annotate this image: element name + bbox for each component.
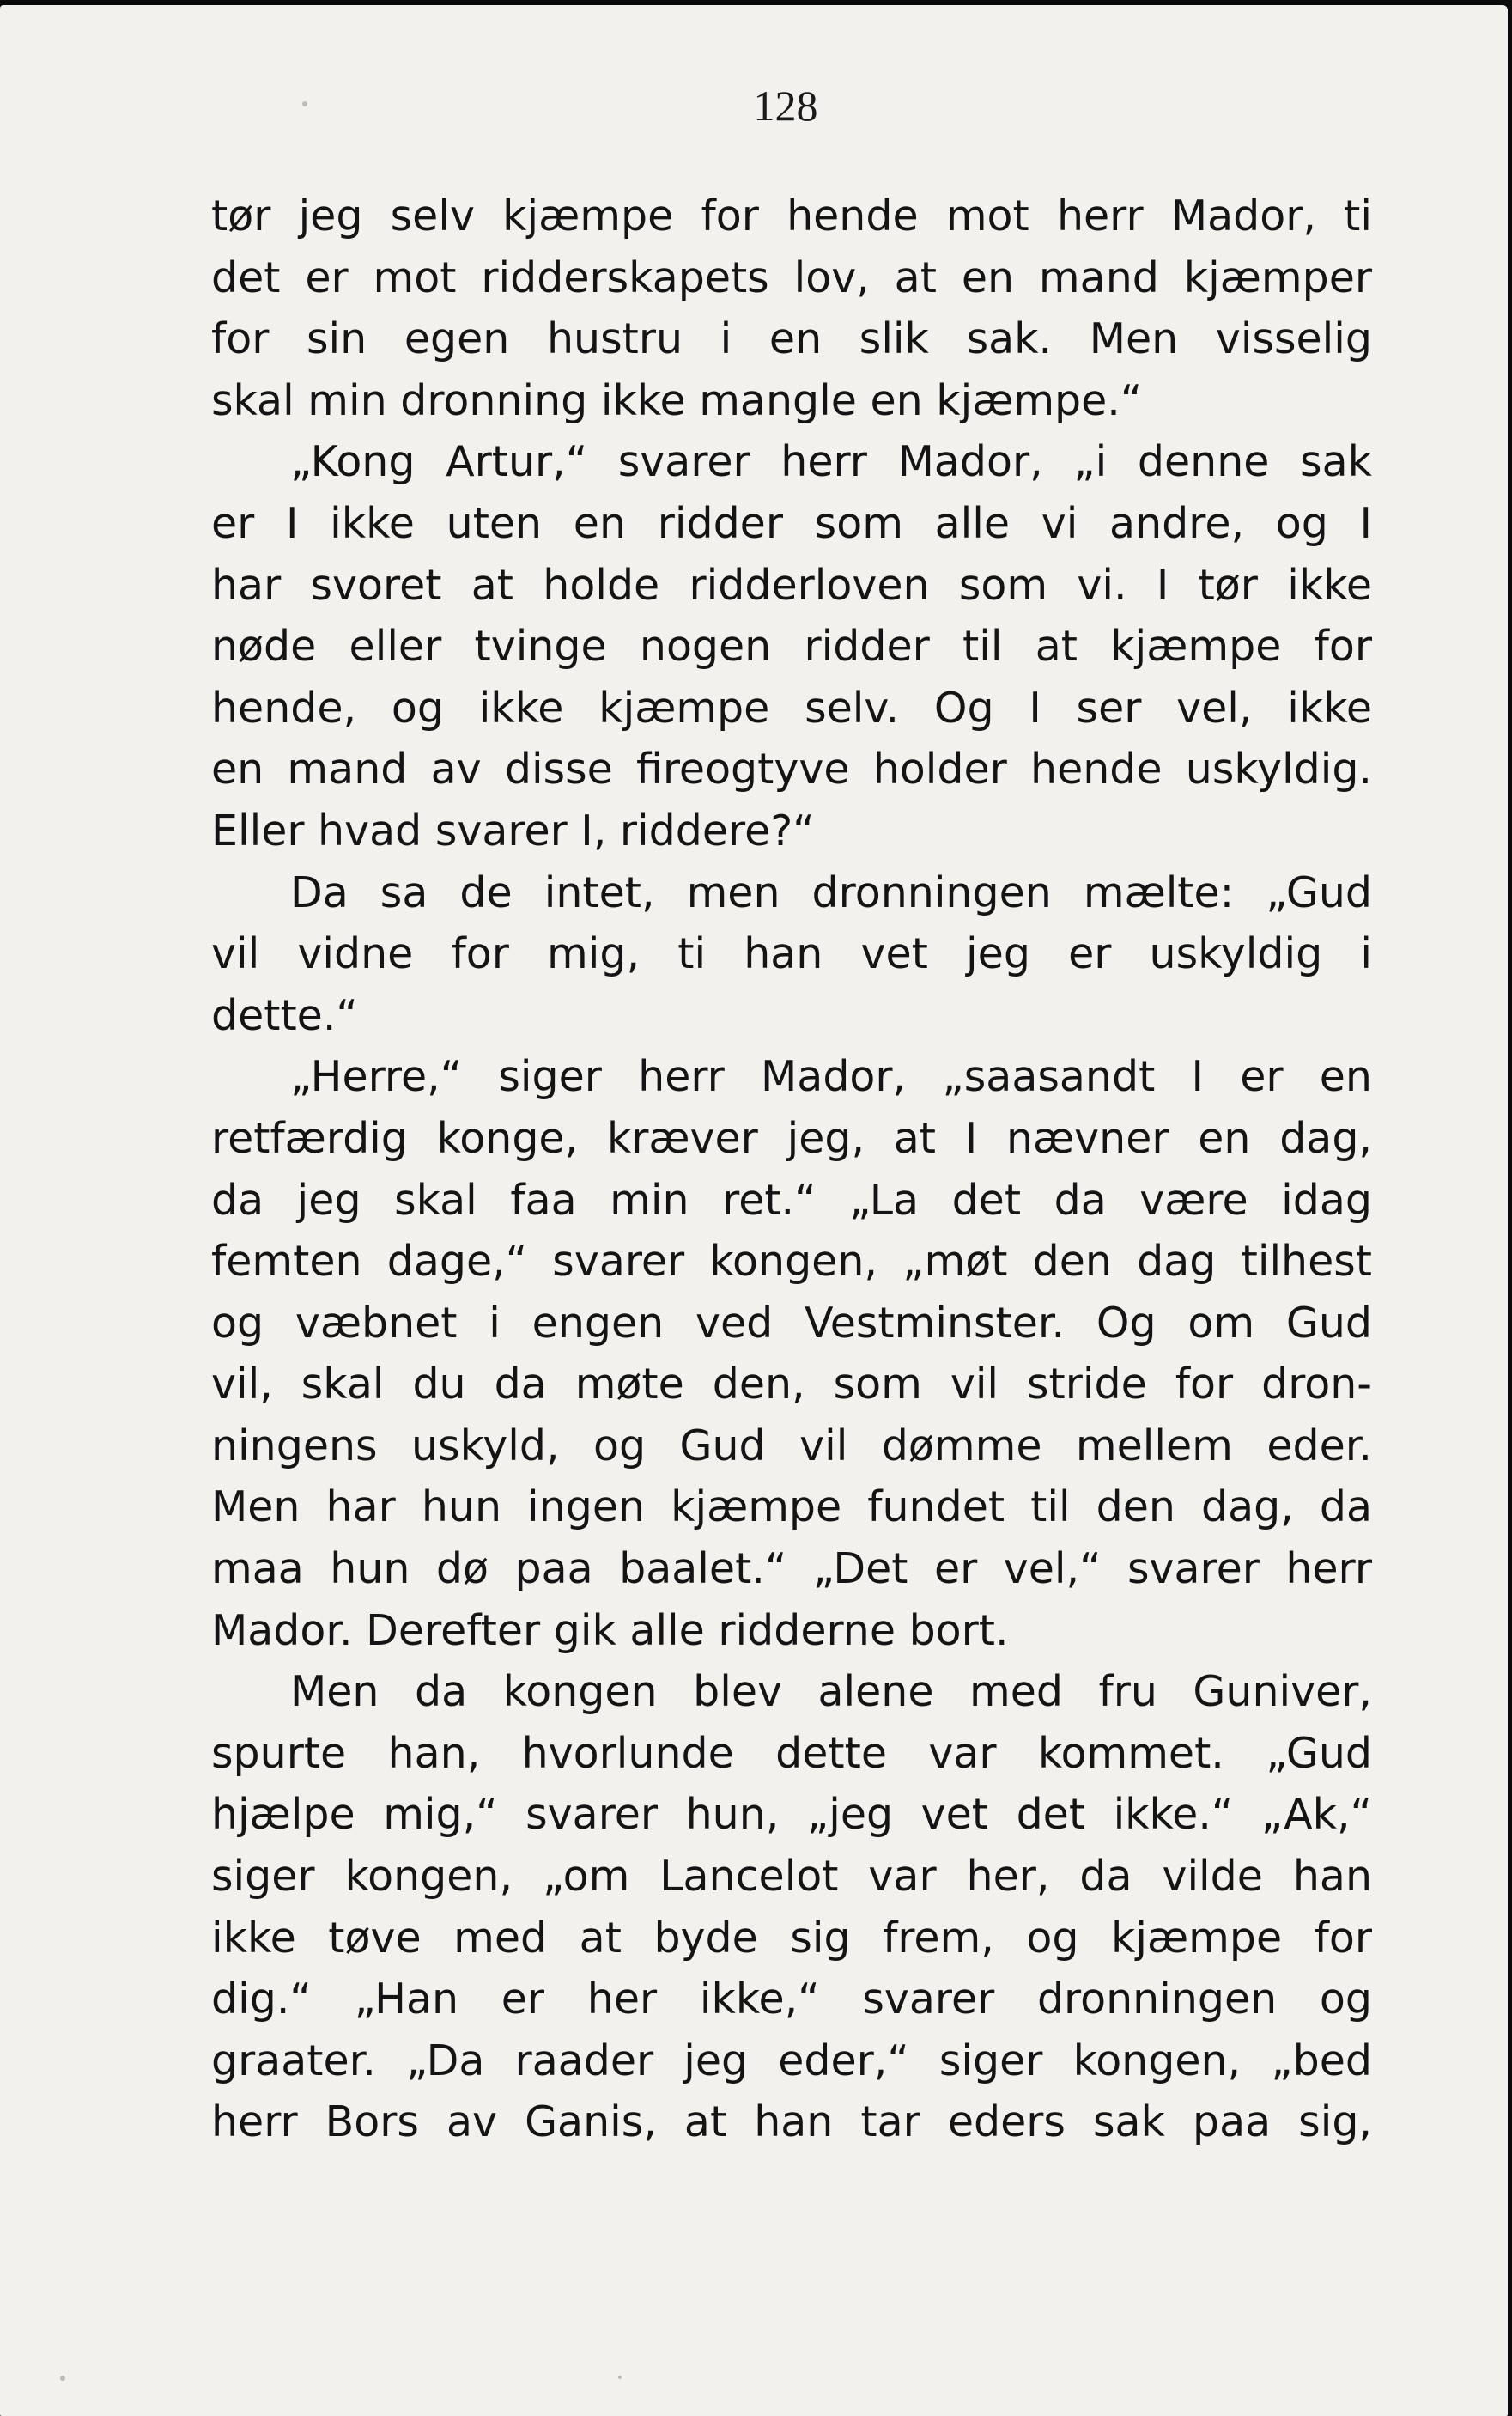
text-line: femten dage,“ svarer kongen, „møt den dag tilhest bbox=[211, 1237, 1372, 1287]
text-line: tør jeg selv kjæmpe for hende mot herr Mador, ti bbox=[211, 192, 1372, 240]
book-page bbox=[0, 5, 1508, 2416]
text-line: maa hun dø paa baalet.“ „Det er vel,“ svarer herr bbox=[211, 1544, 1372, 1594]
text-line: er I ikke uten en ridder som alle vi andre, og I bbox=[211, 498, 1372, 548]
text-line: herr Bors av Ganis, at han tar eders sak paa sig, bbox=[211, 2097, 1372, 2147]
text-line: da jeg skal faa min ret.“ „La det da være idag bbox=[211, 1175, 1372, 1225]
text-line: „Herre,“ siger herr Mador, „saasandt I er en bbox=[290, 1052, 1372, 1102]
text-line: Men da kongen blev alene med fru Guniver, bbox=[290, 1667, 1372, 1717]
text-line: vil vidne for mig, ti han vet jeg er uskyldig i bbox=[211, 929, 1372, 979]
text-line: det er mot ridderskapets lov, at en mand kjæmper bbox=[211, 253, 1372, 302]
text-line: og væbnet i engen ved Vestminster. Og om Gud bbox=[211, 1298, 1372, 1348]
text-line: hjælpe mig,“ svarer hun, „jeg vet det ikke.“ „Ak,“ bbox=[211, 1790, 1372, 1840]
text-line: hende, og ikke kjæmpe selv. Og I ser vel, ikke bbox=[211, 683, 1372, 733]
text-line: dette.“ bbox=[211, 990, 358, 1040]
paper-speck bbox=[302, 101, 307, 106]
text-line: ningens uskyld, og Gud vil dømme mellem eder. bbox=[211, 1421, 1372, 1470]
text-line: „Kong Artur,“ svarer herr Mador, „i denne sak bbox=[290, 437, 1372, 487]
text-line: nøde eller tvinge nogen ridder til at kjæmpe for bbox=[211, 622, 1372, 672]
text-line: en mand av disse fireogtyve holder hende uskyldig. bbox=[211, 745, 1372, 794]
text-line: spurte han, hvorlunde dette var kommet. „Gud bbox=[211, 1728, 1372, 1778]
text-line: vil, skal du da møte den, som vil stride for dron- bbox=[211, 1360, 1372, 1409]
paper-speck bbox=[60, 2376, 65, 2381]
text-line: retfærdig konge, kræver jeg, at I nævner en dag, bbox=[211, 1113, 1372, 1163]
text-line: Eller hvad svarer I, riddere?“ bbox=[211, 806, 815, 855]
text-line: ikke tøve med at byde sig frem, og kjæmpe for bbox=[211, 1913, 1372, 1963]
text-line: Men har hun ingen kjæmpe fundet til den dag, da bbox=[211, 1482, 1372, 1532]
text-line: graater. „Da raader jeg eder,“ siger kongen, „bed bbox=[211, 2036, 1372, 2085]
text-line: for sin egen hustru i en slik sak. Men visselig bbox=[211, 314, 1372, 364]
text-line: Mador. Derefter gik alle ridderne bort. bbox=[211, 1605, 1009, 1655]
text-line: Da sa de intet, men dronningen mælte: „Gud bbox=[290, 867, 1372, 917]
text-line: har svoret at holde ridderloven som vi. I tør ikke bbox=[211, 560, 1372, 610]
text-line: dig.“ „Han er her ikke,“ svarer dronningen og bbox=[211, 1975, 1372, 2024]
text-line: skal min dronning ikke mangle en kjæmpe.“ bbox=[211, 375, 1143, 425]
paper-speck bbox=[618, 2376, 622, 2379]
text-line: siger kongen, „om Lancelot var her, da vilde han bbox=[211, 1852, 1372, 1902]
body-text bbox=[211, 186, 1372, 2153]
page-number: 128 bbox=[753, 82, 818, 130]
